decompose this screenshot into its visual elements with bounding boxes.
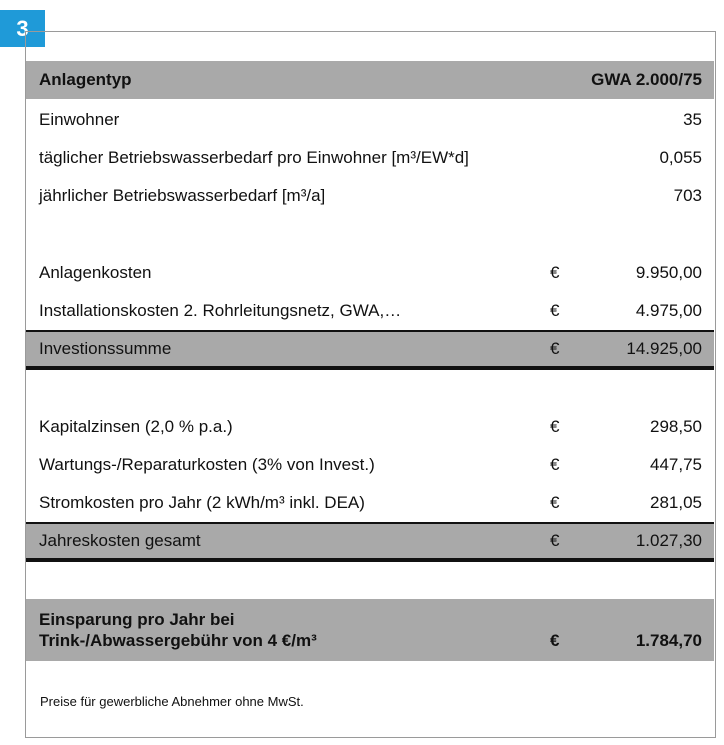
row-value: 281,05 xyxy=(650,493,702,512)
table-header-row xyxy=(26,61,714,99)
row-value: 4.975,00 xyxy=(635,301,702,320)
header-value: GWA 2.000/75 xyxy=(591,70,702,89)
table-row xyxy=(26,295,714,327)
currency-symbol: € xyxy=(550,301,560,320)
row-label: Einwohner xyxy=(39,110,120,129)
row-value: 298,50 xyxy=(650,417,702,436)
table-row xyxy=(26,180,714,212)
savings-label-line2: Trink-/Abwassergebühr von 4 €/m³ xyxy=(39,631,317,650)
table-row xyxy=(26,142,714,174)
row-label: Anlagenkosten xyxy=(39,263,152,282)
currency-symbol: € xyxy=(550,417,560,436)
row-label: Stromkosten pro Jahr (2 kWh/m³ inkl. DEA) xyxy=(39,493,365,512)
row-label: jährlicher Betriebswasserbedarf [m³/a] xyxy=(39,186,326,205)
row-label: Investionssumme xyxy=(39,339,172,358)
header-label: Anlagentyp xyxy=(39,70,132,89)
row-label: Kapitalzinsen (2,0 % p.a.) xyxy=(39,417,233,436)
savings-label-line1: Einsparung pro Jahr bei xyxy=(39,610,235,629)
row-value: 1.027,30 xyxy=(635,531,702,550)
currency-symbol: € xyxy=(550,493,560,512)
row-value: 703 xyxy=(673,186,702,205)
figure-number-badge: 3 xyxy=(0,10,45,47)
row-value: 35 xyxy=(683,110,702,129)
table-row xyxy=(26,449,714,481)
row-value: 14.925,00 xyxy=(626,339,702,358)
currency-symbol: € xyxy=(550,631,560,650)
savings-label xyxy=(26,609,550,651)
currency-symbol: € xyxy=(550,339,560,358)
currency-symbol: € xyxy=(550,455,560,474)
savings-value: 1.784,70 xyxy=(635,631,702,650)
table-row xyxy=(26,257,714,289)
currency-symbol: € xyxy=(550,531,560,550)
row-value: 0,055 xyxy=(659,148,702,167)
row-label: Jahreskosten gesamt xyxy=(39,531,201,550)
table-row xyxy=(26,487,714,519)
table-row xyxy=(26,104,714,136)
annual-cost-total-row xyxy=(26,522,714,562)
row-value: 447,75 xyxy=(650,455,702,474)
row-value: 9.950,00 xyxy=(635,263,702,282)
footnote: Preise für gewerbliche Abnehmer ohne MwSt. xyxy=(40,694,304,709)
currency-symbol: € xyxy=(550,263,560,282)
table-row xyxy=(26,411,714,443)
row-label: Installationskosten 2. Rohrleitungsnetz, GWA,… xyxy=(39,301,402,320)
row-label: täglicher Betriebswasserbedarf pro Einwohner [m³/EW*d] xyxy=(39,148,469,167)
investment-total-row xyxy=(26,330,714,370)
savings-row xyxy=(26,599,714,661)
row-label: Wartungs-/Reparaturkosten (3% von Invest.) xyxy=(39,455,375,474)
